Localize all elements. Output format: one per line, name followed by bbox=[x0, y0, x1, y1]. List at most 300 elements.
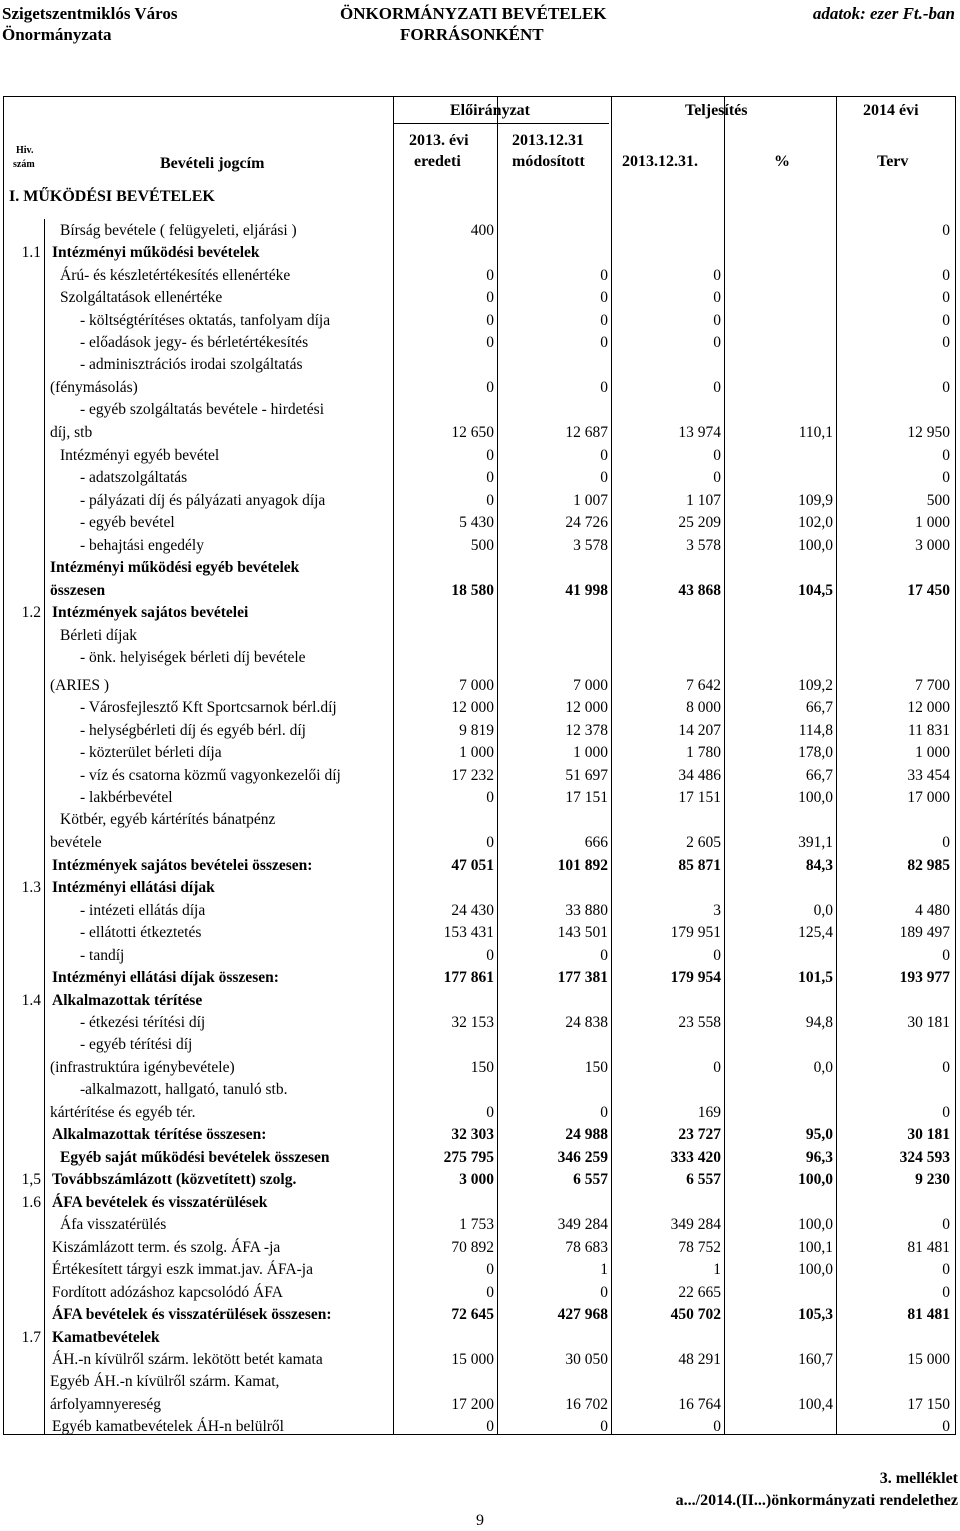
row-label-cont: összesen bbox=[50, 582, 106, 599]
row-value: 275 795 bbox=[443, 1149, 494, 1166]
row-value: 24 988 bbox=[565, 1126, 608, 1143]
row-value: 7 000 bbox=[459, 677, 494, 694]
row-value: 47 051 bbox=[451, 857, 494, 874]
table-row bbox=[4, 764, 954, 787]
row-value: 400 bbox=[470, 222, 494, 239]
row-value: 16 702 bbox=[565, 1396, 608, 1413]
row-id: 1.3 bbox=[21, 879, 41, 896]
col-modositott-1: 2013.12.31 bbox=[512, 132, 584, 149]
table-row bbox=[4, 489, 954, 512]
row-value: 427 968 bbox=[557, 1306, 608, 1323]
row-value: 3 578 bbox=[686, 537, 721, 554]
row-value: 0 bbox=[486, 379, 494, 396]
row-value: 0 bbox=[713, 289, 721, 306]
row-value: 17 150 bbox=[907, 1396, 950, 1413]
row-value: 12 687 bbox=[565, 424, 608, 441]
row-value: 15 000 bbox=[451, 1351, 494, 1368]
row-value: 1 bbox=[713, 1261, 721, 1278]
row-value: 1 753 bbox=[459, 1216, 494, 1233]
row-value: 0 bbox=[486, 312, 494, 329]
row-value: 2 605 bbox=[686, 834, 721, 851]
org-line-1: Szigetszentmiklós Város bbox=[2, 4, 178, 23]
row-label: Intézményi egyéb bevétel bbox=[60, 447, 220, 464]
row-label: Alkalmazottak térítése összesen: bbox=[52, 1126, 267, 1143]
row-value: 0 bbox=[600, 469, 608, 486]
row-label: - önk. helyiségek bérleti díj bevétele bbox=[80, 649, 306, 666]
row-value: 0 bbox=[486, 447, 494, 464]
row-value: 177 861 bbox=[443, 969, 494, 986]
row-value: 12 950 bbox=[907, 424, 950, 441]
row-value: 0 bbox=[600, 1284, 608, 1301]
row-label-cont: bevétele bbox=[50, 834, 102, 851]
row-label: Bírság bevétele ( felügyeleti, eljárási ) bbox=[60, 222, 297, 239]
row-value: 100,1 bbox=[798, 1239, 833, 1256]
row-label: - adminisztrációs irodai szolgáltatás bbox=[80, 356, 303, 373]
row-label: - intézeti ellátás díja bbox=[80, 902, 206, 919]
row-label: - egyéb térítési díj bbox=[80, 1036, 193, 1053]
row-value: 193 977 bbox=[899, 969, 950, 986]
table-row bbox=[4, 309, 954, 332]
table-row bbox=[4, 264, 954, 287]
row-value: 178,0 bbox=[798, 744, 833, 761]
row-value: 177 381 bbox=[557, 969, 608, 986]
row-value: 0 bbox=[486, 1418, 494, 1435]
row-value: 18 580 bbox=[451, 582, 494, 599]
row-label: - egyéb bevétel bbox=[80, 514, 175, 531]
table-row bbox=[4, 787, 954, 809]
row-label: - ellátotti étkeztetés bbox=[80, 924, 202, 941]
row-value: 100,0 bbox=[798, 1171, 833, 1188]
row-value: 0 bbox=[942, 379, 950, 396]
row-value: 0 bbox=[713, 334, 721, 351]
table-row bbox=[4, 287, 954, 309]
table-row bbox=[4, 444, 954, 467]
row-label: Áfa visszatérülés bbox=[60, 1216, 167, 1233]
row-value: 32 303 bbox=[451, 1126, 494, 1143]
row-value: 12 000 bbox=[451, 699, 494, 716]
row-value: 66,7 bbox=[805, 699, 833, 716]
row-value: 8 000 bbox=[686, 699, 721, 716]
row-value: 23 558 bbox=[678, 1014, 721, 1031]
row-value: 30 050 bbox=[565, 1351, 608, 1368]
row-value: 22 665 bbox=[678, 1284, 721, 1301]
col-jogcim: Bevételi jogcím bbox=[160, 155, 265, 172]
col-group-eloiranyzat: Előirányzat bbox=[450, 102, 530, 119]
row-value: 0 bbox=[486, 267, 494, 284]
row-label: - behajtási engedély bbox=[80, 537, 204, 554]
row-value: 160,7 bbox=[798, 1351, 833, 1368]
row-label: - adatszolgáltatás bbox=[80, 469, 188, 486]
row-label: - étkezési térítési díj bbox=[80, 1014, 206, 1031]
row-value: 13 974 bbox=[678, 424, 721, 441]
row-value: 0 bbox=[942, 834, 950, 851]
row-label: ÁFA bevételek és visszatérülések összesen: bbox=[52, 1306, 332, 1323]
table-row bbox=[4, 989, 954, 1012]
row-value: 500 bbox=[926, 492, 950, 509]
row-value: 179 954 bbox=[670, 969, 721, 986]
row-label: - helységbérleti díj és egyéb bérl. díj bbox=[80, 722, 306, 739]
table-row bbox=[4, 697, 954, 719]
row-label-cont: díj, stb bbox=[50, 424, 93, 441]
row-value: 34 486 bbox=[678, 767, 721, 784]
row-value: 0 bbox=[486, 1261, 494, 1278]
table-row bbox=[4, 719, 954, 742]
row-value: 500 bbox=[470, 537, 494, 554]
row-value: 81 481 bbox=[907, 1306, 950, 1323]
row-value: 0,0 bbox=[813, 902, 833, 919]
row-value: 24 726 bbox=[565, 514, 608, 531]
row-value: 94,8 bbox=[805, 1014, 833, 1031]
table-row bbox=[4, 742, 954, 764]
row-value: 0 bbox=[486, 1104, 494, 1121]
row-label: - lakbérbevétel bbox=[80, 789, 173, 806]
row-value: 0 bbox=[486, 289, 494, 306]
table-row bbox=[4, 877, 954, 899]
row-label-cont: árfolyamnyereség bbox=[50, 1396, 162, 1413]
row-value: 41 998 bbox=[565, 582, 608, 599]
revenue-table bbox=[3, 96, 956, 1435]
row-value: 1 000 bbox=[573, 744, 608, 761]
row-value: 30 181 bbox=[907, 1126, 950, 1143]
row-value: 48 291 bbox=[678, 1351, 721, 1368]
row-label: Egyéb saját működési bevételek összesen bbox=[60, 1149, 330, 1166]
row-value: 4 480 bbox=[915, 902, 950, 919]
unit-note: adatok: ezer Ft.-ban bbox=[812, 4, 955, 23]
table-row bbox=[4, 242, 954, 264]
row-value: 0 bbox=[942, 1216, 950, 1233]
row-value: 0 bbox=[713, 469, 721, 486]
table-row bbox=[4, 624, 954, 647]
row-label: Intézményi működési bevételek bbox=[52, 244, 260, 261]
row-value: 349 284 bbox=[557, 1216, 608, 1233]
title-line-1: ÖNKORMÁNYZATI BEVÉTELEK bbox=[340, 4, 607, 23]
row-label: - előadások jegy- és bérletértékesítés bbox=[80, 334, 309, 351]
row-value: 9 819 bbox=[459, 722, 494, 739]
row-label: Továbbszámlázott (közvetített) szolg. bbox=[52, 1171, 297, 1188]
row-value: 0 bbox=[942, 334, 950, 351]
row-value: 1 000 bbox=[915, 514, 950, 531]
row-value: 114,8 bbox=[798, 722, 833, 739]
row-value: 0 bbox=[713, 312, 721, 329]
row-label: Bérleti díjak bbox=[60, 627, 138, 644]
row-value: 333 420 bbox=[670, 1149, 721, 1166]
col-group-2014: 2014 évi bbox=[863, 102, 919, 119]
row-value: 110,1 bbox=[798, 424, 833, 441]
row-value: 17 151 bbox=[565, 789, 608, 806]
row-value: 1 780 bbox=[686, 744, 721, 761]
row-label: - költségtérítéses oktatás, tanfolyam díja bbox=[80, 312, 331, 329]
row-value: 102,0 bbox=[798, 514, 833, 531]
row-value: 0 bbox=[713, 447, 721, 464]
table-row bbox=[4, 1034, 954, 1079]
row-value: 25 209 bbox=[678, 514, 721, 531]
col-eredeti-2: eredeti bbox=[414, 153, 461, 170]
row-value: 324 593 bbox=[899, 1149, 950, 1166]
row-value: 0 bbox=[942, 469, 950, 486]
row-value: 0 bbox=[942, 1104, 950, 1121]
row-value: 78 683 bbox=[565, 1239, 608, 1256]
row-label: Alkalmazottak térítése bbox=[52, 992, 203, 1009]
row-value: 0 bbox=[486, 834, 494, 851]
row-value: 189 497 bbox=[899, 924, 950, 941]
row-value: 66,7 bbox=[805, 767, 833, 784]
row-value: 179 951 bbox=[670, 924, 721, 941]
row-value: 30 181 bbox=[907, 1014, 950, 1031]
row-value: 101,5 bbox=[798, 969, 833, 986]
row-value: 84,3 bbox=[805, 857, 833, 874]
row-value: 3 578 bbox=[573, 537, 608, 554]
row-value: 24 430 bbox=[451, 902, 494, 919]
table-row bbox=[4, 512, 954, 534]
row-value: 153 431 bbox=[443, 924, 494, 941]
row-value: 15 000 bbox=[907, 1351, 950, 1368]
row-value: 100,0 bbox=[798, 537, 833, 554]
table-row bbox=[4, 1191, 954, 1214]
table-row bbox=[4, 1236, 954, 1259]
table-row bbox=[4, 1304, 954, 1326]
row-value: 0 bbox=[942, 1059, 950, 1076]
row-value: 3 000 bbox=[915, 537, 950, 554]
row-value: 96,3 bbox=[805, 1149, 833, 1166]
col-pct: % bbox=[774, 153, 790, 170]
row-value: 51 697 bbox=[565, 767, 608, 784]
col-modositott-2: módosított bbox=[512, 153, 585, 170]
row-label: Intézményi ellátási díjak összesen: bbox=[52, 969, 279, 986]
row-value: 14 207 bbox=[678, 722, 721, 739]
table-row bbox=[4, 557, 954, 602]
row-value: 17 151 bbox=[678, 789, 721, 806]
col-group-teljesites: Teljesítés bbox=[685, 102, 748, 119]
row-value: 0 bbox=[486, 334, 494, 351]
row-label: Árú- és készletértékesítés ellenértéke bbox=[60, 267, 291, 284]
row-value: 125,4 bbox=[798, 924, 833, 941]
row-value: 81 481 bbox=[907, 1239, 950, 1256]
row-label: Kiszámlázott term. és szolg. ÁFA -ja bbox=[52, 1239, 281, 1256]
row-value: 0 bbox=[486, 469, 494, 486]
row-id: 1.7 bbox=[21, 1329, 41, 1346]
row-value: 104,5 bbox=[798, 582, 833, 599]
row-value: 169 bbox=[697, 1104, 721, 1121]
row-value: 0 bbox=[600, 1418, 608, 1435]
col-eredeti-1: 2013. évi bbox=[409, 132, 469, 149]
row-value: 0 bbox=[713, 379, 721, 396]
table-row bbox=[4, 944, 954, 967]
row-label: Kötbér, egyéb kártérítés bánatpénz bbox=[60, 811, 276, 828]
row-value: 12 000 bbox=[565, 699, 608, 716]
table-row bbox=[4, 602, 954, 624]
page-number: 9 bbox=[476, 1512, 484, 1529]
row-value: 150 bbox=[470, 1059, 494, 1076]
table-row bbox=[4, 332, 954, 354]
row-value: 6 557 bbox=[686, 1171, 721, 1188]
table-row bbox=[4, 467, 954, 489]
table-row bbox=[4, 1371, 954, 1416]
row-value: 0 bbox=[942, 1261, 950, 1278]
row-value: 109,9 bbox=[798, 492, 833, 509]
row-label: Szolgáltatások ellenértéke bbox=[60, 289, 223, 306]
row-value: 0 bbox=[942, 947, 950, 964]
row-label: Egyéb kamatbevételek ÁH-n belülről bbox=[52, 1418, 284, 1435]
title-line-2: FORRÁSONKÉNT bbox=[400, 25, 544, 44]
table-row bbox=[4, 922, 954, 944]
row-value: 33 454 bbox=[907, 767, 950, 784]
table-row bbox=[4, 1169, 954, 1191]
row-value: 17 000 bbox=[907, 789, 950, 806]
row-value: 43 868 bbox=[678, 582, 721, 599]
row-value: 0,0 bbox=[813, 1059, 833, 1076]
row-value: 12 378 bbox=[565, 722, 608, 739]
row-value: 16 764 bbox=[678, 1396, 721, 1413]
row-value: 3 000 bbox=[459, 1171, 494, 1188]
row-label: -alkalmazott, hallgató, tanuló stb. bbox=[80, 1081, 288, 1098]
table-row bbox=[4, 354, 954, 399]
row-label: Intézményi működési egyéb bevételek bbox=[50, 559, 300, 576]
row-label: Kamatbevételek bbox=[52, 1329, 160, 1346]
row-value: 0 bbox=[942, 312, 950, 329]
col-teljesites: 2013.12.31. bbox=[622, 153, 698, 170]
row-value: 391,1 bbox=[798, 834, 833, 851]
table-row bbox=[4, 1281, 954, 1304]
col-szam: szám bbox=[13, 159, 35, 170]
row-value: 17 232 bbox=[451, 767, 494, 784]
row-value: 0 bbox=[942, 447, 950, 464]
row-label: - tandíj bbox=[80, 947, 125, 964]
row-value: 5 430 bbox=[459, 514, 494, 531]
row-value: 33 880 bbox=[565, 902, 608, 919]
row-value: 346 259 bbox=[557, 1149, 608, 1166]
row-value: 1 000 bbox=[915, 744, 950, 761]
col-hiv: Hiv. bbox=[16, 145, 34, 156]
row-value: 78 752 bbox=[678, 1239, 721, 1256]
row-label: - közterület bérleti díja bbox=[80, 744, 222, 761]
row-id: 1.4 bbox=[21, 992, 41, 1009]
table-row bbox=[4, 854, 954, 877]
row-value: 0 bbox=[942, 222, 950, 239]
row-label-cont: (infrastruktúra igénybevétele) bbox=[50, 1059, 235, 1076]
annex-label: 3. melléklet bbox=[879, 1470, 958, 1487]
row-value: 105,3 bbox=[798, 1306, 833, 1323]
row-value: 143 501 bbox=[557, 924, 608, 941]
row-label: Intézmények sajátos bevételei összesen: bbox=[52, 857, 313, 874]
row-value: 1 107 bbox=[686, 492, 721, 509]
row-label: - pályázati díj és pályázati anyagok díja bbox=[80, 492, 326, 509]
row-value: 6 557 bbox=[573, 1171, 608, 1188]
row-value: 1 000 bbox=[459, 744, 494, 761]
org-line-2: Önormányzata bbox=[2, 25, 112, 44]
row-value: 0 bbox=[600, 379, 608, 396]
row-value: 0 bbox=[486, 1284, 494, 1301]
row-value: 100,0 bbox=[798, 789, 833, 806]
row-value: 349 284 bbox=[670, 1216, 721, 1233]
row-value: 0 bbox=[600, 267, 608, 284]
row-value: 100,0 bbox=[798, 1261, 833, 1278]
section-title: I. MŰKÖDÉSI BEVÉTELEK bbox=[9, 188, 215, 205]
row-value: 0 bbox=[486, 789, 494, 806]
row-value: 0 bbox=[600, 447, 608, 464]
table-row bbox=[4, 1259, 954, 1281]
row-value: 0 bbox=[942, 1284, 950, 1301]
row-value: 11 831 bbox=[907, 722, 950, 739]
row-label: - víz és csatorna közmű vagyonkezelői díj bbox=[80, 767, 341, 784]
row-value: 72 645 bbox=[451, 1306, 494, 1323]
row-value: 0 bbox=[600, 289, 608, 306]
row-value: 1 007 bbox=[573, 492, 608, 509]
row-value: 109,2 bbox=[798, 677, 833, 694]
row-value: 85 871 bbox=[678, 857, 721, 874]
row-value: 0 bbox=[600, 312, 608, 329]
row-value: 7 000 bbox=[573, 677, 608, 694]
row-value: 9 230 bbox=[915, 1171, 950, 1188]
row-label: ÁFA bevételek és visszatérülések bbox=[52, 1194, 268, 1211]
row-label: Értékesített tárgyi eszk immat.jav. ÁFA-ja bbox=[52, 1261, 313, 1278]
table-row bbox=[4, 220, 954, 242]
table-row bbox=[4, 534, 954, 557]
row-value: 12 650 bbox=[451, 424, 494, 441]
row-label-cont: (fénymásolás) bbox=[50, 379, 138, 396]
row-value: 450 702 bbox=[670, 1306, 721, 1323]
row-value: 7 642 bbox=[686, 677, 721, 694]
row-value: 0 bbox=[942, 289, 950, 306]
row-value: 70 892 bbox=[451, 1239, 494, 1256]
row-label: Intézményi ellátási díjak bbox=[52, 879, 215, 896]
row-value: 32 153 bbox=[451, 1014, 494, 1031]
row-label: Egyéb ÁH.-n kívülről szárm. Kamat, bbox=[50, 1373, 280, 1390]
table-row bbox=[4, 1349, 954, 1371]
table-row bbox=[4, 399, 954, 444]
row-value: 0 bbox=[713, 267, 721, 284]
row-value: 0 bbox=[942, 267, 950, 284]
row-value: 100,0 bbox=[798, 1216, 833, 1233]
row-value: 150 bbox=[584, 1059, 608, 1076]
row-label: Intézmények sajátos bevételei bbox=[52, 604, 249, 621]
col-terv: Terv bbox=[877, 153, 909, 170]
table-row bbox=[4, 1124, 954, 1146]
table-row bbox=[4, 809, 954, 854]
row-id: 1.2 bbox=[21, 604, 41, 621]
table-row bbox=[4, 1146, 954, 1169]
row-value: 12 000 bbox=[907, 699, 950, 716]
row-value: 0 bbox=[713, 1059, 721, 1076]
row-value: 666 bbox=[584, 834, 608, 851]
row-value: 0 bbox=[600, 334, 608, 351]
row-value: 17 450 bbox=[907, 582, 950, 599]
row-value: 100,4 bbox=[798, 1396, 833, 1413]
row-value: 95,0 bbox=[805, 1126, 833, 1143]
table-row bbox=[4, 1416, 954, 1438]
row-value: 3 bbox=[713, 902, 721, 919]
table-row bbox=[4, 647, 954, 697]
row-id: 1.1 bbox=[21, 244, 41, 261]
row-label: Fordított adózáshoz kapcsolódó ÁFA bbox=[52, 1284, 283, 1301]
row-value: 24 838 bbox=[565, 1014, 608, 1031]
table-row bbox=[4, 899, 954, 922]
row-value: 1 bbox=[600, 1261, 608, 1278]
row-label-cont: kártérítése és egyéb tér. bbox=[50, 1104, 196, 1121]
row-value: 17 200 bbox=[451, 1396, 494, 1413]
decree-label: a.../2014.(II...)önkormányzati rendelethez bbox=[675, 1492, 958, 1509]
row-id: 1,5 bbox=[21, 1171, 41, 1188]
row-label-cont: (ARIES ) bbox=[50, 677, 109, 694]
row-value: 0 bbox=[713, 1418, 721, 1435]
row-value: 0 bbox=[600, 1104, 608, 1121]
row-value: 82 985 bbox=[907, 857, 950, 874]
table-row bbox=[4, 1326, 954, 1349]
row-value: 0 bbox=[486, 947, 494, 964]
row-label: - Városfejlesztő Kft Sportcsarnok bérl.díj bbox=[80, 699, 337, 716]
table-row bbox=[4, 967, 954, 989]
row-label: - egyéb szolgáltatás bevétele - hirdetési bbox=[80, 401, 325, 418]
row-value: 0 bbox=[942, 1418, 950, 1435]
